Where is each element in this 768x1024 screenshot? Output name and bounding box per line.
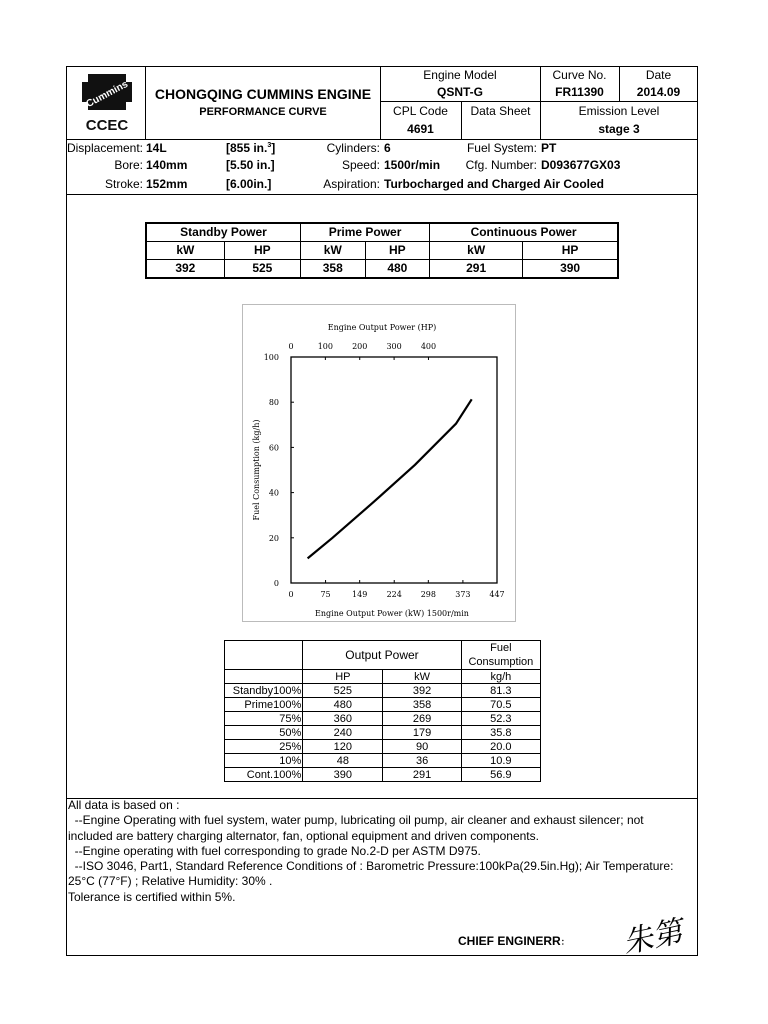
cfg-number-label: Cfg. Number: (465, 158, 537, 172)
chief-engineer-text: CHIEF ENGINERR (458, 934, 561, 948)
output-row (225, 740, 541, 754)
output-cell-fuel: 10.9 (461, 754, 540, 768)
cylinders-value: 6 (384, 141, 391, 155)
x-tick-label: 298 (420, 590, 436, 599)
blank-unit-cell (225, 670, 303, 684)
output-cell-fuel: 52.3 (461, 712, 540, 726)
ticks-layer (264, 342, 505, 599)
emission-level-label: Emission Level (578, 104, 660, 118)
cummins-logo (74, 68, 140, 136)
power-rating-table (145, 222, 619, 279)
output-cell-kw: 392 (383, 684, 461, 698)
output-cell-label: Cont.100% (225, 768, 303, 782)
y-tick-label: 100 (263, 353, 279, 362)
standby-power-header: Standby Power (146, 223, 301, 242)
cfg-number-value: D093677GX03 (541, 158, 621, 172)
fuel-header-line2: Consumption (461, 655, 540, 670)
chief-engineer-suffix: ： (560, 937, 570, 947)
date-label: Date (645, 68, 672, 82)
fuel-system-value: PT (541, 141, 557, 155)
notes-line: 25°C (77°F) ; Relative Humidity: 30% . (68, 874, 273, 889)
plot-area (291, 357, 497, 583)
output-cell-kw: 291 (383, 768, 461, 782)
bore-label: Bore: (114, 158, 143, 172)
notes-line: included are battery charging alternator, fan, optional equipment and driven components. (68, 828, 539, 843)
output-cell-kw: 179 (383, 726, 461, 740)
notes-line: Tolerance is certified within 5%. (68, 889, 236, 904)
section-divider (66, 194, 698, 195)
speed-value: 1500r/min (384, 158, 441, 172)
x-tick-label: 224 (386, 590, 402, 599)
stroke-value: 152mm (146, 177, 188, 191)
output-cell-fuel: 20.0 (461, 740, 540, 754)
unit-kw: kW (383, 670, 461, 684)
output-cell-kw: 358 (383, 698, 461, 712)
header-divider (66, 139, 698, 140)
x-tick-label: 447 (489, 590, 505, 599)
prime-power-header: Prime Power (301, 223, 430, 242)
date-value: 2014.09 (636, 85, 681, 99)
chart-svg (243, 305, 515, 621)
displacement-in-value (226, 141, 275, 155)
unit-cell: kW (301, 242, 366, 260)
unit-cell: kW (430, 242, 523, 260)
unit-cell: kW (146, 242, 224, 260)
power-value-cell: 390 (523, 260, 618, 279)
output-cell-fuel: 35.8 (461, 726, 540, 740)
y-axis-label: Fuel Consumption (kg/h) (252, 419, 261, 521)
output-cell-hp: 48 (303, 754, 383, 768)
output-cell-label: 50% (225, 726, 303, 740)
emission-level-value: stage 3 (598, 122, 640, 136)
y-tick-label: 0 (273, 579, 279, 588)
power-unit-row (146, 242, 618, 260)
output-rows (225, 684, 541, 782)
curve-no-label: Curve No. (552, 68, 607, 82)
continuous-power-header: Continuous Power (430, 223, 618, 242)
x-axis-label: Engine Output Power (kW) 1500r/min (315, 609, 469, 618)
performance-curve-title: PERFORMANCE CURVE (199, 106, 327, 118)
power-value-cell: 480 (365, 260, 430, 279)
output-cell-fuel: 56.9 (461, 768, 540, 782)
x-tick-label: 75 (320, 590, 331, 599)
power-value-cell: 392 (146, 260, 224, 279)
y-tick-label: 40 (268, 488, 279, 498)
notes-line: --Engine operating with fuel corresponding to grade No.2-D per ASTM D975. (68, 843, 481, 858)
top-axis-label: Engine Output Power (HP) (327, 323, 437, 332)
output-cell-kw: 90 (383, 740, 461, 754)
data-sheet-label: Data Sheet (470, 104, 531, 118)
unit-hp: HP (303, 670, 383, 684)
output-cell-fuel: 81.3 (461, 684, 540, 698)
output-row (225, 726, 541, 740)
output-cell-label: Standby100% (225, 684, 303, 698)
cylinders-label: Cylinders: (326, 141, 380, 155)
output-row (225, 698, 541, 712)
blank-header-cell (225, 641, 303, 670)
top-tick-label: 0 (288, 342, 294, 351)
engine-model-label: Engine Model (423, 68, 497, 82)
notes-line: --ISO 3046, Part1, Standard Reference Conditions of : Barometric Pressure:100kPa(29.5in.Hg); Air Temperature: (68, 859, 674, 874)
output-cell-hp: 390 (303, 768, 383, 782)
notes-section (68, 798, 696, 905)
displacement-in-text: [855 in. (226, 141, 268, 155)
displacement-value: 14L (146, 141, 167, 155)
output-unit-row (225, 670, 541, 684)
power-group-row (146, 223, 618, 242)
fuel-system-label: Fuel System: (466, 141, 537, 155)
speed-label: Speed: (341, 158, 380, 172)
displacement-label: Displacement: (66, 141, 143, 155)
output-cell-label: 75% (225, 712, 303, 726)
company-name: CHONGQING CUMMINS ENGINE (154, 86, 372, 102)
power-value-cell: 291 (430, 260, 523, 279)
logo-ccec-text: CCEC (85, 117, 129, 134)
notes-line: --Engine Operating with fuel system, water pump, lubricating oil pump, air cleaner and exhaust silencer; not (68, 813, 644, 828)
y-tick-label: 80 (268, 398, 279, 408)
output-cell-label: 10% (225, 754, 303, 768)
y-tick-label: 20 (268, 533, 279, 543)
power-value-cell: 525 (224, 260, 300, 279)
output-cell-hp: 525 (303, 684, 383, 698)
output-row (225, 684, 541, 698)
unit-fuel: kg/h (461, 670, 540, 684)
fuel-consumption-curve (308, 399, 472, 558)
displacement-in-end: ] (271, 141, 276, 155)
output-power-table (224, 640, 541, 782)
power-value-row (146, 260, 618, 279)
x-tick-label: 149 (352, 590, 368, 599)
unit-cell: HP (224, 242, 300, 260)
notes-line: All data is based on : (68, 798, 180, 812)
curve-no-value: FR11390 (555, 85, 604, 99)
unit-cell: HP (365, 242, 430, 260)
output-cell-label: 25% (225, 740, 303, 754)
output-row (225, 768, 541, 782)
output-header-row (225, 641, 541, 656)
engine-model-value: QSNT-G (436, 85, 483, 99)
output-cell-hp: 480 (303, 698, 383, 712)
power-value-cell: 358 (301, 260, 366, 279)
aspiration-label: Aspiration: (323, 177, 380, 191)
fuel-consumption-chart (242, 304, 516, 622)
unit-cell: HP (523, 242, 618, 260)
y-tick-label: 60 (268, 443, 279, 453)
header-divider (145, 66, 146, 139)
displacement-in-sup: 3 (267, 142, 272, 149)
cpl-code-label: CPL Code (393, 104, 448, 118)
output-row (225, 712, 541, 726)
bore-in-value: [5.50 in.] (226, 158, 275, 172)
stroke-label: Stroke: (104, 177, 143, 191)
output-cell-kw: 36 (383, 754, 461, 768)
top-tick-label: 300 (386, 342, 402, 351)
logo-brand-text: Cummins (84, 78, 130, 110)
top-tick-label: 200 (352, 342, 368, 351)
output-row (225, 754, 541, 768)
signature: 朱第 (619, 914, 686, 961)
chief-engineer-label (458, 934, 570, 948)
stroke-in-value: [6.00in.] (226, 177, 272, 191)
x-tick-label: 373 (455, 590, 471, 599)
bore-value: 140mm (146, 158, 188, 172)
output-cell-hp: 240 (303, 726, 383, 740)
output-cell-label: Prime100% (225, 698, 303, 712)
output-cell-kw: 269 (383, 712, 461, 726)
aspiration-value: Turbocharged and Charged Air Cooled (384, 177, 605, 191)
top-tick-label: 100 (317, 342, 334, 351)
header-divider (380, 101, 698, 102)
fuel-header-line1: Fuel (461, 641, 540, 656)
output-cell-hp: 360 (303, 712, 383, 726)
cpl-code-value: 4691 (407, 122, 434, 136)
output-power-header: Output Power (303, 641, 461, 670)
output-cell-hp: 120 (303, 740, 383, 754)
x-tick-label: 0 (288, 590, 294, 599)
top-tick-label: 400 (420, 342, 437, 351)
output-cell-fuel: 70.5 (461, 698, 540, 712)
